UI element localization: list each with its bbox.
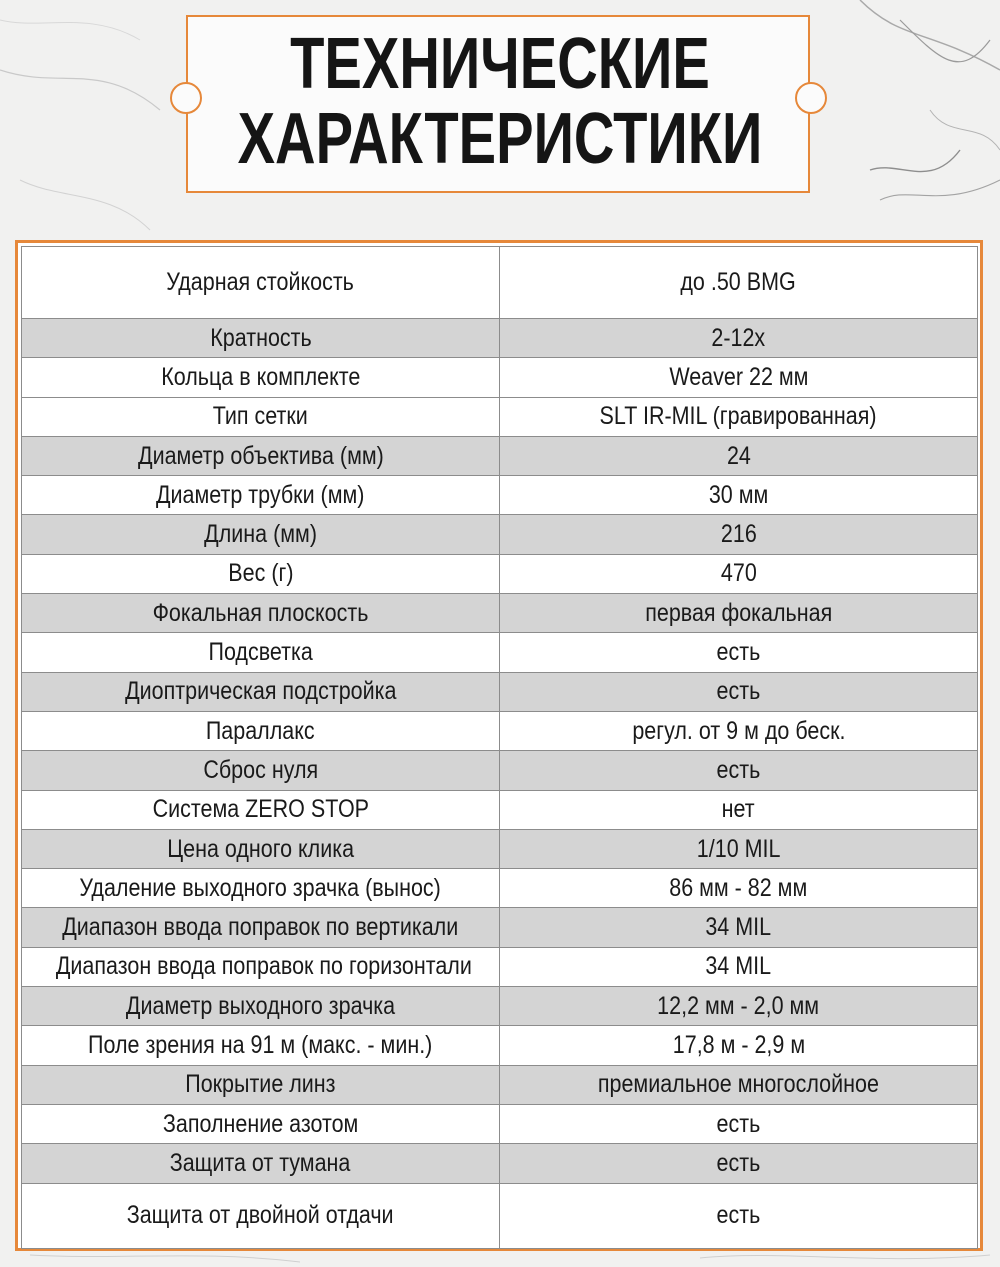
table-row — [22, 751, 978, 790]
spec-name-cell: Диапазон ввода поправок по вертикали — [22, 908, 500, 947]
spec-value-cell: есть — [500, 633, 978, 672]
table-row — [22, 829, 978, 868]
spec-name-cell: Диоптрическая подстройка — [22, 672, 500, 711]
spec-value-cell: 470 — [500, 554, 978, 593]
spec-name-cell: Заполнение азотом — [22, 1104, 500, 1143]
table-row — [22, 711, 978, 750]
spec-name-cell: Диаметр выходного зрачка — [22, 987, 500, 1026]
spec-value-cell: 2-12x — [500, 319, 978, 358]
spec-name-cell: Подсветка — [22, 633, 500, 672]
table-row — [22, 515, 978, 554]
spec-value-cell: 17,8 м - 2,9 м — [500, 1026, 978, 1065]
spec-name-cell: Параллакс — [22, 711, 500, 750]
spec-name-cell: Ударная стойкость — [22, 247, 500, 319]
spec-value-cell: Weaver 22 мм — [500, 358, 978, 397]
table-row — [22, 987, 978, 1026]
spec-name-cell: Удаление выходного зрачка (вынос) — [22, 869, 500, 908]
spec-value-cell: премиальное многослойное — [500, 1065, 978, 1104]
spec-name-cell: Цена одного клика — [22, 829, 500, 868]
page-title-line1: ТЕХНИЧЕСКИЕ — [290, 24, 710, 104]
table-row — [22, 1065, 978, 1104]
spec-value-cell: до .50 BMG — [500, 247, 978, 319]
spec-value-cell: есть — [500, 1144, 978, 1183]
spec-value-cell: есть — [500, 672, 978, 711]
spec-value-cell: 216 — [500, 515, 978, 554]
table-row — [22, 672, 978, 711]
page-title-line2: ХАРАКТЕРИСТИКИ — [237, 99, 763, 179]
spec-value-cell: 34 MIL — [500, 947, 978, 986]
table-row — [22, 947, 978, 986]
table-row — [22, 247, 978, 319]
spec-value-cell: 30 мм — [500, 476, 978, 515]
spec-name-cell: Поле зрения на 91 м (макс. - мин.) — [22, 1026, 500, 1065]
table-row — [22, 1144, 978, 1183]
spec-value-cell: регул. от 9 м до беск. — [500, 711, 978, 750]
table-row — [22, 869, 978, 908]
spec-name-cell: Диапазон ввода поправок по горизонтали — [22, 947, 500, 986]
spec-name-cell: Кольца в комплекте — [22, 358, 500, 397]
table-row — [22, 908, 978, 947]
spec-name-cell: Защита от тумана — [22, 1144, 500, 1183]
spec-name-cell: Диаметр объектива (мм) — [22, 436, 500, 475]
spec-value-cell: 1/10 MIL — [500, 829, 978, 868]
spec-name-cell: Покрытие линз — [22, 1065, 500, 1104]
table-row — [22, 436, 978, 475]
table-row — [22, 358, 978, 397]
table-row — [22, 633, 978, 672]
specs-table-frame — [15, 240, 983, 1251]
spec-name-cell: Система ZERO STOP — [22, 790, 500, 829]
spec-value-cell: первая фокальная — [500, 594, 978, 633]
spec-value-cell: 34 MIL — [500, 908, 978, 947]
table-row — [22, 790, 978, 829]
table-row — [22, 1104, 978, 1143]
table-row — [22, 554, 978, 593]
table-row — [22, 319, 978, 358]
table-row — [22, 476, 978, 515]
spec-name-cell: Фокальная плоскость — [22, 594, 500, 633]
table-row — [22, 1026, 978, 1065]
spec-value-cell: нет — [500, 790, 978, 829]
spec-name-cell: Вес (г) — [22, 554, 500, 593]
spec-name-cell: Защита от двойной отдачи — [22, 1183, 500, 1248]
specs-table — [21, 246, 978, 1249]
spec-name-cell: Сброс нуля — [22, 751, 500, 790]
spec-value-cell: 86 мм - 82 мм — [500, 869, 978, 908]
spec-value-cell: есть — [500, 751, 978, 790]
spec-name-cell: Длина (мм) — [22, 515, 500, 554]
table-row — [22, 594, 978, 633]
spec-value-cell: есть — [500, 1104, 978, 1143]
spec-name-cell: Тип сетки — [22, 397, 500, 436]
table-row — [22, 397, 978, 436]
spec-value-cell: SLT IR-MIL (гравированная) — [500, 397, 978, 436]
table-row — [22, 1183, 978, 1248]
spec-value-cell: есть — [500, 1183, 978, 1248]
spec-value-cell: 24 — [500, 436, 978, 475]
spec-value-cell: 12,2 мм - 2,0 мм — [500, 987, 978, 1026]
spec-name-cell: Кратность — [22, 319, 500, 358]
spec-name-cell: Диаметр трубки (мм) — [22, 476, 500, 515]
